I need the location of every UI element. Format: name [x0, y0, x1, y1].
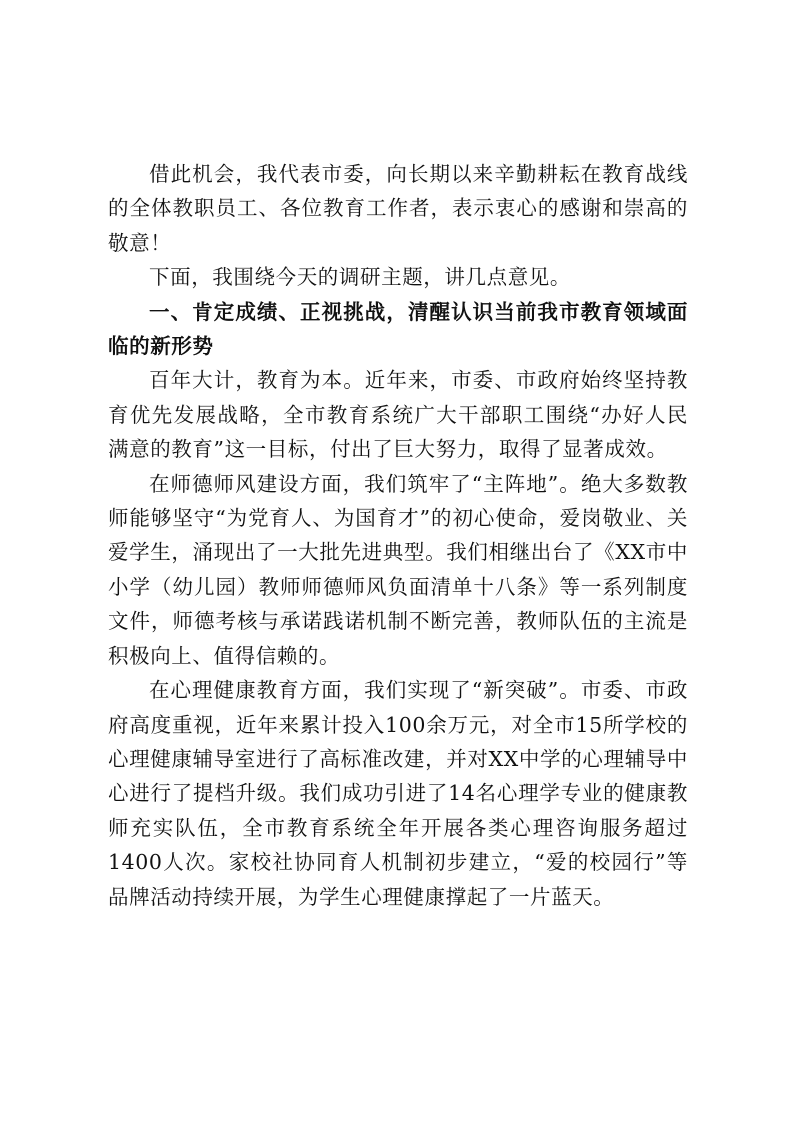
paragraph-gratitude: 借此机会，我代表市委，向长期以来辛勤耕耘在教育战线的全体教职员工、各位教育工作者，表示衷心的感谢和崇高的敬意！ — [108, 162, 688, 255]
document-page — [108, 157, 688, 914]
section-heading-1: 一、肯定成绩、正视挑战，清醒认识当前我市教育领域面临的新形势 — [108, 299, 688, 359]
paragraph-overview: 百年大计，教育为本。近年来，市委、市政府始终坚持教育优先发展战略，全市教育系统广大干部职工围绕“办好人民满意的教育”这一目标，付出了巨大努力，取得了显著成效。 — [108, 368, 688, 462]
paragraph-intro: 下面，我围绕今天的调研主题，讲几点意见。 — [149, 265, 571, 290]
paragraph-mental-health: 在心理健康教育方面，我们实现了“新突破”。市委、市政府高度重视，近年来累计投入100余万元，对全市15所学校的心理健康辅导室进行了高标准改建，并对XX中学的心理辅导中心进行了提档升级。我们成功引进了14名心理学专业的健康教师充实队伍，全市教育系统全年开展各类心理咨询服务超过1400人次。家校社协同育人机制初步建立，“爱的校园行”等品牌活动持续开展，为学生心理健康撑起了一片蓝天。 — [108, 678, 688, 909]
paragraph-teacher-ethics: 在师德师风建设方面，我们筑牢了“主阵地”。绝大多数教师能够坚守“为党育人、为国育才”的初心使命，爱岗敬业、关爱学生，涌现出了一大批先进典型。我们相继出台了《XX市中小学（幼儿园）教师师德师风负面清单十八条》等一系列制度文件，师德考核与承诺践诺机制不断完善，教师队伍的主流是积极向上、值得信赖的。 — [108, 471, 688, 668]
